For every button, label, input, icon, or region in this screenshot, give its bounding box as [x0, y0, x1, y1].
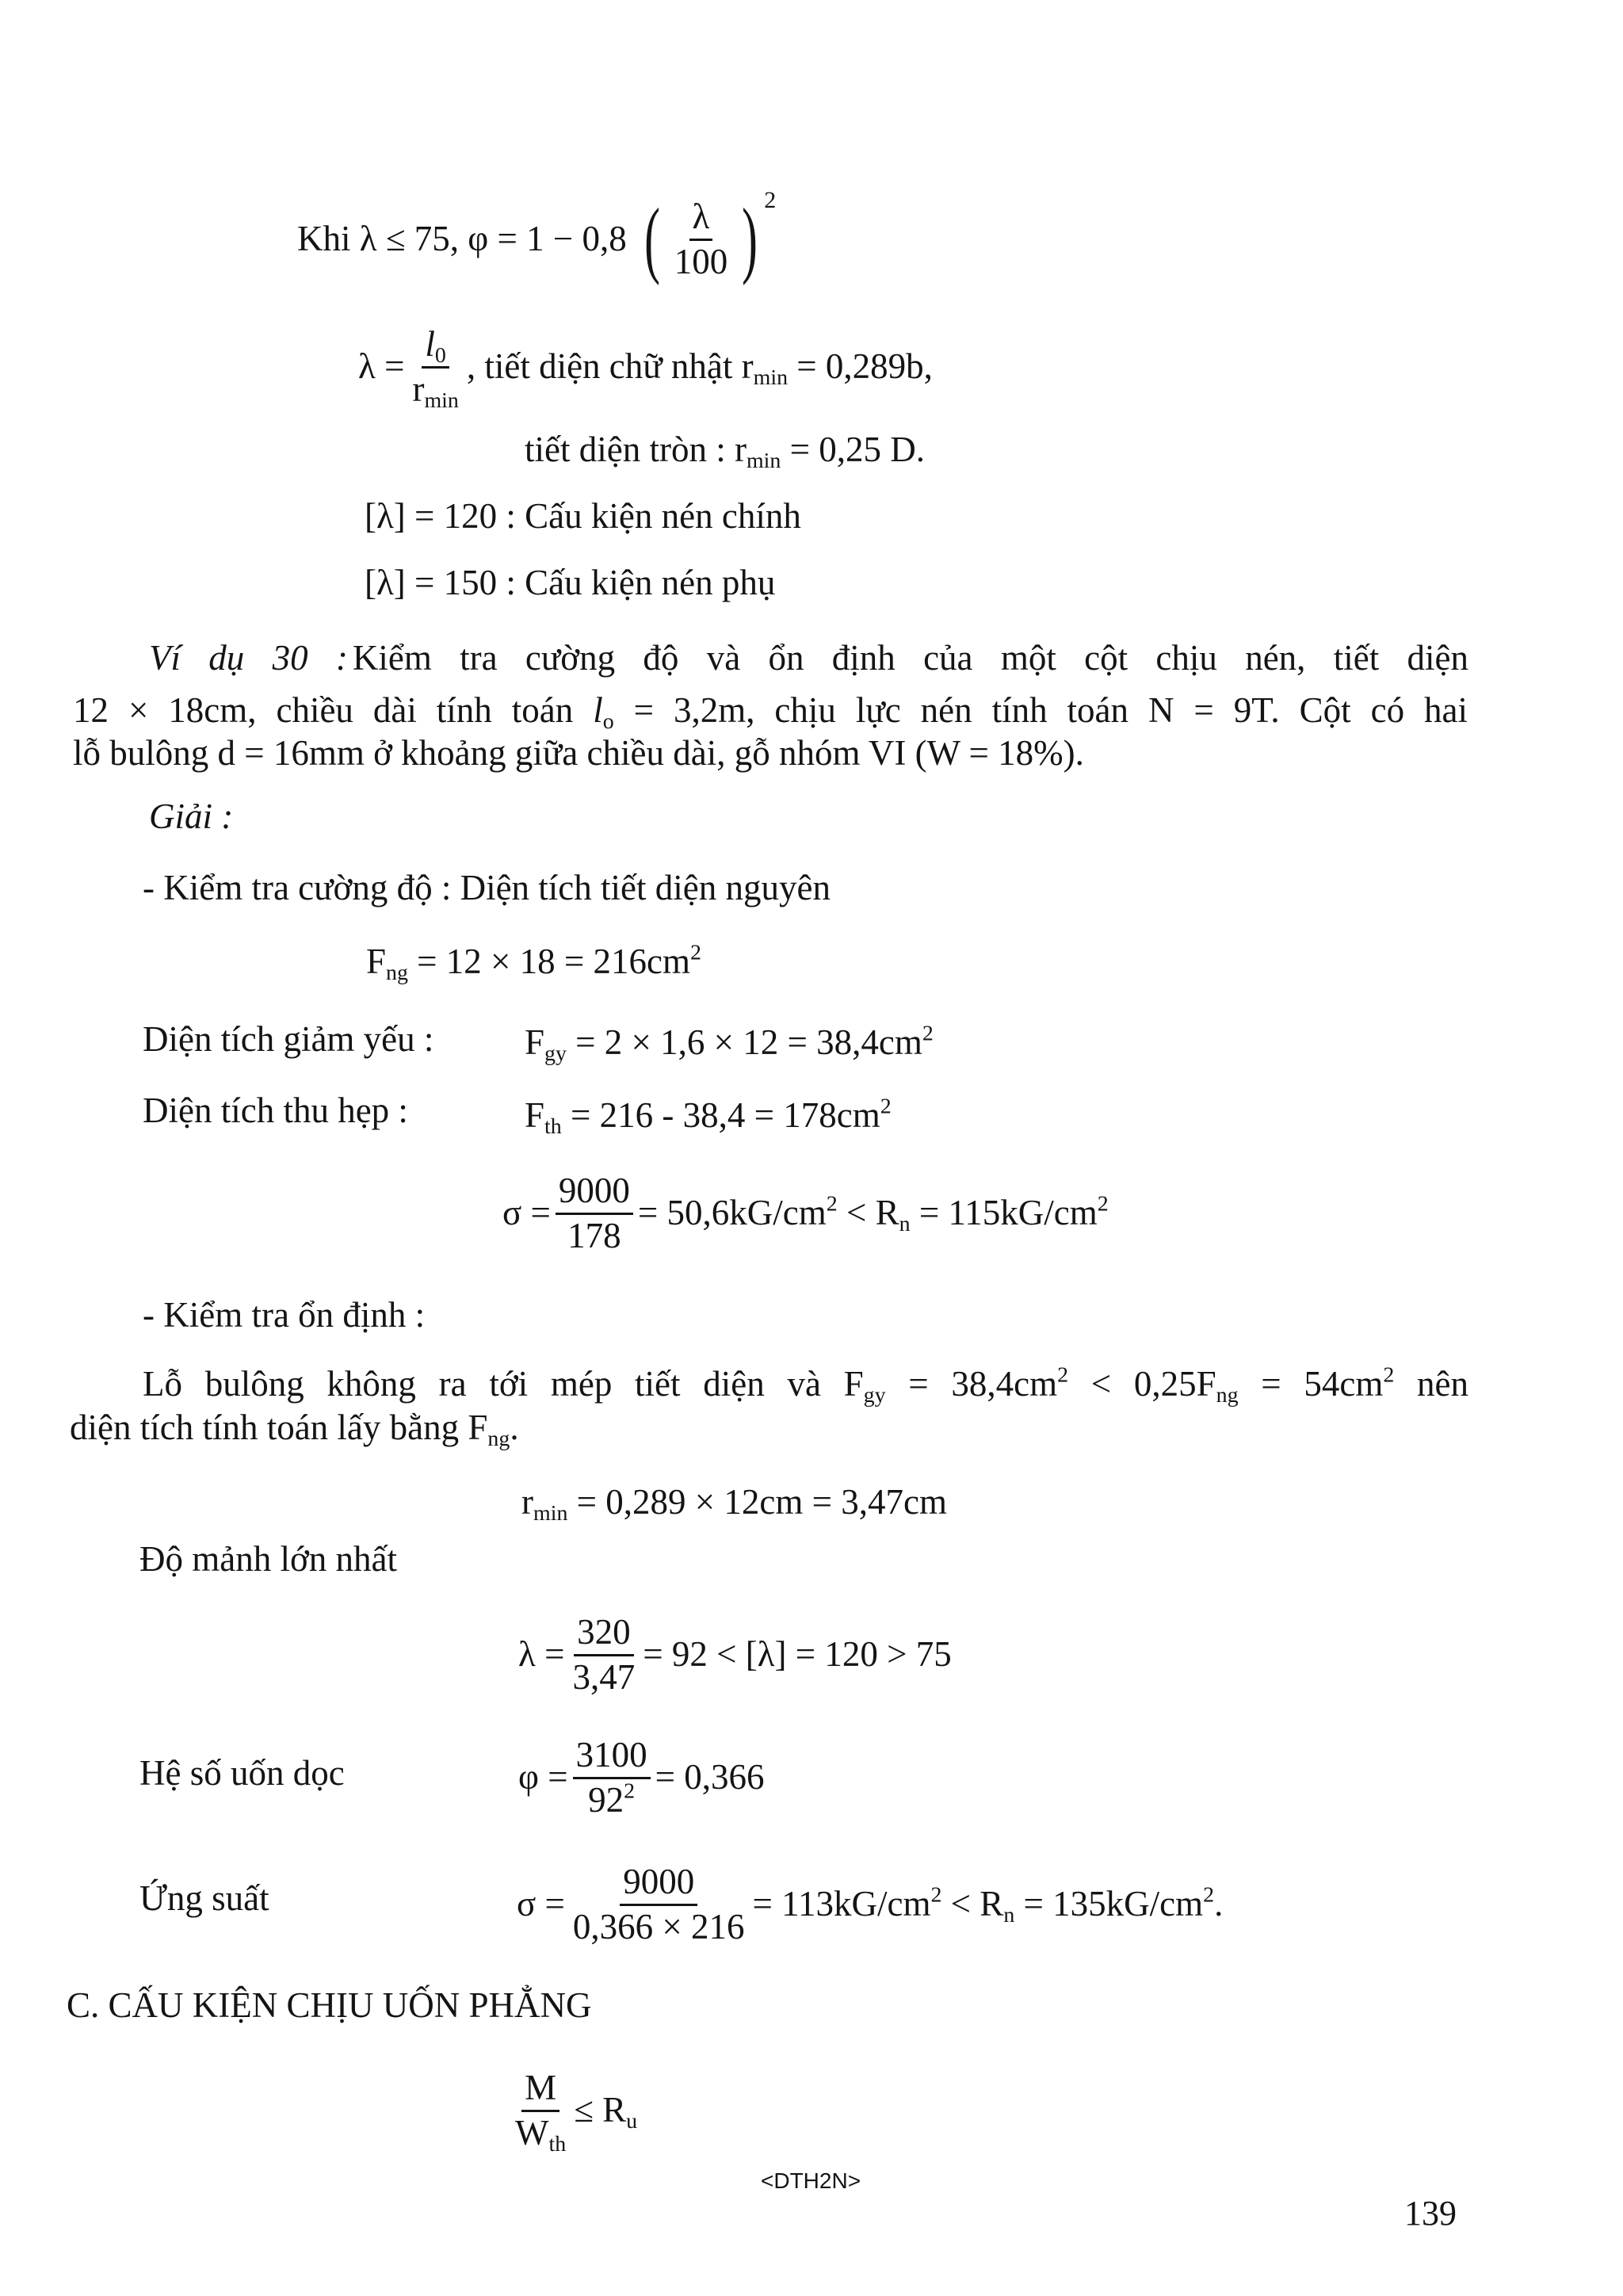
formula-fng: $F_{ng} = 12 \times 18 = 216cm^2$ [366, 940, 701, 985]
slenderness-label: Độ mảnh lớn nhất [139, 1539, 397, 1579]
watermark: <DTH2N> [761, 2168, 861, 2193]
formula-khi-fraction [671, 197, 731, 281]
section-title: C. CẤU KIỆN CHỊU UỐN PHẲNG [67, 1985, 592, 2025]
fraction-numerator: λ [689, 197, 713, 241]
formula-khi [297, 184, 776, 295]
formula-sigma-1: σ = $\frac{9000}{178}$ = $50,6kG/cm^2 < R_n = 115kG/cm^2$ [502, 1171, 1109, 1255]
example-text-1: Kiểm tra cường độ và ổn định của một cột chịu nén, tiết diện [352, 638, 1468, 678]
fraction-denominator: 100 [674, 241, 728, 281]
fraction-denominator: $r_{min}$ [412, 369, 459, 413]
formula-bending: $\frac{M}{W_{th}}$ ≤ $R_u$ [507, 2069, 637, 2153]
formula-sigma-2: σ = $\frac{9000}{0,366 \times 216}$ = $113kG/cm^2 < R_n = 135kG/cm^2$. [517, 1862, 1224, 1946]
formula-khi-prefix: Khi λ ≤ 75, φ = 1 − 0,8 [297, 219, 627, 259]
formula-round-section: tiết diện tròn : $r_{min} = 0,25$ D. [525, 430, 925, 473]
fraction-numerator: $l_0$ [422, 325, 449, 369]
example-line-2: 12 × 18cm, chiều dài tính toán $l_o = 3,2m$, chịu lực nén tính toán N = 9T. Cột có hai [73, 690, 1468, 734]
phi-fraction: $\frac{3100}{92^2}$ [573, 1736, 651, 1820]
buckling-label: Hệ số uốn dọc [139, 1753, 345, 1793]
lambda-def-fraction [409, 324, 461, 413]
formula-phi: φ = $\frac{3100}{92^2}$ = 0,366 [518, 1735, 765, 1820]
reduced-area-label: Diện tích giảm yếu : [143, 1019, 434, 1059]
bending-fraction: $\frac{M}{W_{th}}$ [515, 2068, 567, 2157]
formula-fgy: $F_{gy} = 2 \times 1,6 \times 12 = 38,4cm^2$ [525, 1021, 934, 1066]
example-label: Ví dụ 30 : [149, 638, 348, 678]
formula-lambda: λ = $\frac{320}{3,47}$ = 92 < [λ] = 120 > 75 [518, 1612, 952, 1697]
formula-khi-power: 2 [764, 187, 777, 213]
formula-lambda-150: [λ] = 150 : Cấu kiện nén phụ [365, 563, 776, 602]
lambda-fraction: $\frac{320}{3,47}$ [572, 1612, 636, 1697]
example-line-1 [149, 634, 1468, 682]
lambda-def-lhs: λ = [358, 346, 405, 387]
formula-lambda-def [358, 324, 933, 413]
formula-rmin: $r_{min} = 0,289 \times 12cm = 3,47cm$ [521, 1482, 947, 1526]
formula-fth: $F_{th} = 216 - 38,4 = 178cm^2$ [525, 1094, 892, 1139]
stability-check-heading: - Kiểm tra ổn định : [143, 1295, 426, 1335]
formula-lambda-120: [λ] = 120 : Cấu kiện nén chính [365, 496, 801, 536]
right-paren: ) [742, 192, 758, 286]
narrowed-area-label: Diện tích thu hẹp : [143, 1091, 408, 1130]
bolt-line-1: Lỗ bulông không ra tới mép tiết diện và $F_{gy} = 38,4cm^2 < 0,25F_{ng} = 54cm^2$ nên [143, 1362, 1469, 1408]
lambda-def-rect: , tiết diện chữ nhật $r_{min} = 0,289b$, [466, 346, 933, 390]
sigma-2-fraction: $\frac{9000}{0,366 \times 216}$ [572, 1862, 745, 1946]
strength-check-heading: - Kiểm tra cường độ : Diện tích tiết diện nguyên [143, 868, 831, 907]
stress-label: Ứng suất [139, 1878, 269, 1918]
bolt-line-2: diện tích tính toán lấy bằng $F_{ng}$. [70, 1408, 519, 1451]
page-number: 139 [1404, 2194, 1457, 2233]
example-line-3: lỗ bulông d = 16mm ở khoảng giữa chiều dài, gỗ nhóm VI (W = 18%). [73, 733, 1084, 773]
solution-label: Giải : [149, 797, 234, 836]
sigma-1-fraction: $\frac{9000}{178}$ [556, 1171, 633, 1255]
left-paren: ( [643, 192, 660, 286]
